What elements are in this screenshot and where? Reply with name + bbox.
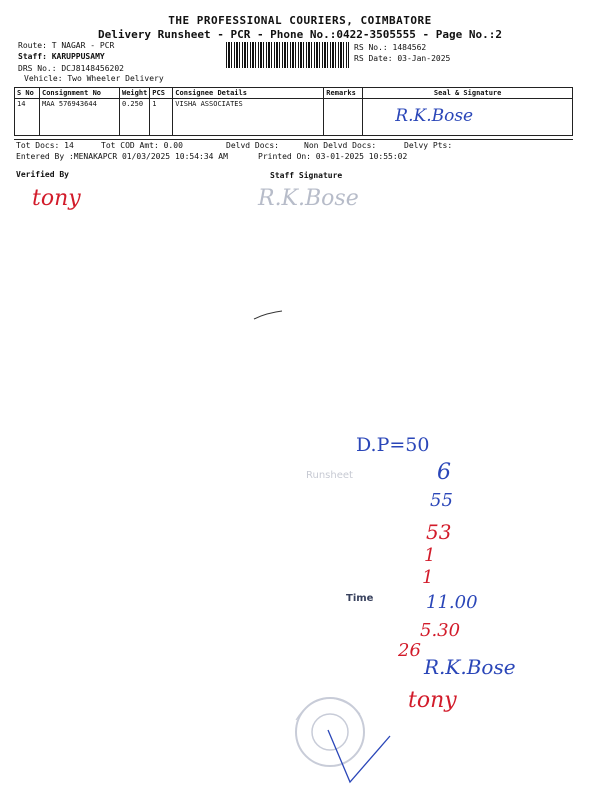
stat-value-2: 55 — [430, 490, 453, 511]
bottom-signature: R.K.Bose — [424, 655, 516, 679]
col-sno: S No — [15, 88, 40, 99]
cell-consignee: VISHA ASSOCIATES — [173, 99, 324, 136]
col-pcs: PCS — [150, 88, 173, 99]
verified-signature: tony — [32, 186, 81, 211]
staff-signature-label: Staff Signature — [270, 171, 343, 180]
entered-by: Entered By :MENAKAPCR 01/03/2025 10:54:34 AM — [16, 152, 228, 161]
stat-value-8: 26 — [398, 640, 421, 661]
col-weight: Weight — [120, 88, 150, 99]
tot-docs: Tot Docs: 14 — [16, 141, 74, 150]
stat-value-6: 11.00 — [426, 592, 478, 613]
rs-date: RS Date: 03-Jan-2025 — [354, 54, 451, 63]
bottom-red-signature: tony — [408, 688, 457, 713]
col-consignee: Consignee Details — [173, 88, 324, 99]
stats-label-runsheet: Runsheet — [306, 470, 353, 481]
staff-text: Staff: KARUPPUSAMY — [18, 52, 105, 61]
runsheet-title: Delivery Runsheet - PCR - Phone No.:0422-3505555 - Page No.:2 — [98, 28, 502, 41]
stat-value-3: 53 — [426, 520, 452, 544]
stat-value-1: 6 — [437, 460, 451, 485]
non-delvd-docs: Non Delvd Docs: — [304, 141, 377, 150]
staff-signature: R.K.Bose — [258, 186, 359, 211]
seal-stamp — [288, 690, 408, 800]
cell-remarks — [324, 99, 363, 136]
delvd-docs: Delvd Docs: — [226, 141, 279, 150]
stats-label-time: Time — [346, 593, 374, 604]
stat-value-7: 5.30 — [420, 620, 461, 641]
stat-value-4: 1 — [424, 545, 436, 566]
footer-rule — [14, 139, 573, 140]
cell-sno: 14 — [15, 99, 40, 136]
tot-cod: Tot COD Amt: 0.00 — [101, 141, 183, 150]
col-remarks: Remarks — [324, 88, 363, 99]
table-row — [15, 99, 573, 136]
vehicle-text: Vehicle: Two Wheeler Delivery — [24, 74, 164, 83]
delvy-pts: Delvy Pts: — [404, 141, 453, 150]
col-consignment: Consignment No — [40, 88, 120, 99]
row-signature: R.K.Bose — [395, 106, 474, 126]
stray-pen-mark — [250, 305, 290, 325]
runsheet-table — [14, 87, 573, 136]
company-title: THE PROFESSIONAL COURIERS, COIMBATORE — [168, 14, 432, 27]
drs-number: DRS No.: DCJ8148456202 — [18, 64, 124, 73]
cell-consignment: MAA 576943644 — [40, 99, 120, 136]
printed-on: Printed On: 03-01-2025 10:55:02 — [258, 152, 408, 161]
cell-weight: 0.250 — [120, 99, 150, 136]
dp-value: D.P=50 — [356, 434, 430, 456]
col-signature: Seal & Signature — [363, 88, 573, 99]
cell-signature — [363, 99, 573, 136]
stat-value-5: 1 — [422, 567, 434, 588]
verified-by-label: Verified By — [16, 170, 69, 179]
route-text: Route: T NAGAR - PCR — [18, 41, 115, 50]
cell-pcs: 1 — [150, 99, 173, 136]
rs-number: RS No.: 1484562 — [354, 43, 427, 52]
barcode — [226, 42, 349, 68]
